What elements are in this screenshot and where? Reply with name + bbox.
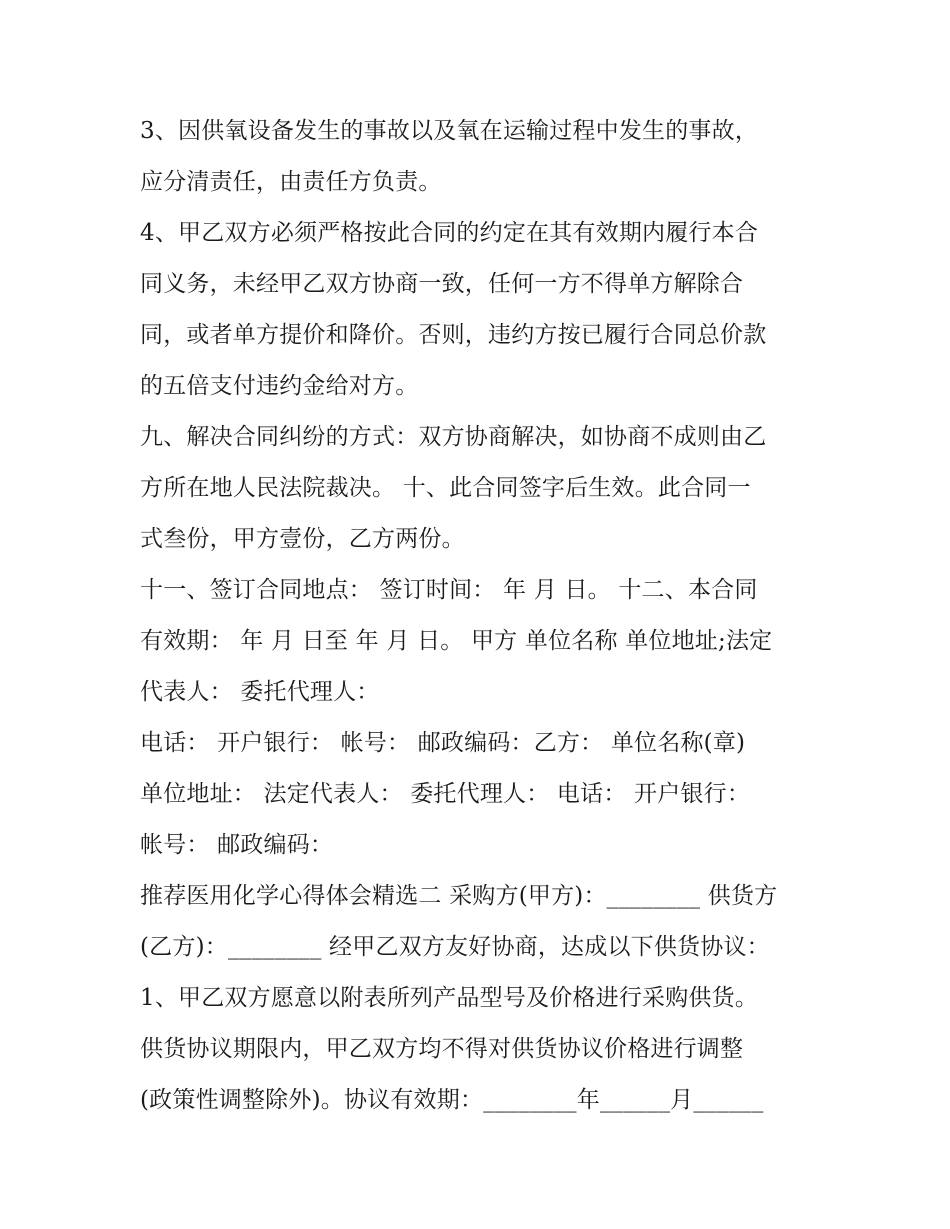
text-line: 同，或者单方提价和降价。否则，违约方按已履行合同总价款 bbox=[140, 322, 767, 348]
text-line: 的五倍支付违约金给对方。 bbox=[140, 373, 419, 399]
text-line: 十一、签订合同地点： 签订时间： 年 月 日。 十二、本合同 bbox=[140, 577, 758, 603]
text-line: 同义务，未经甲乙双方协商一致，任何一方不得单方解除合 bbox=[140, 271, 744, 297]
text-line: 推荐医用化学心得体会精选二 采购方(甲方)：________ 供货方 bbox=[140, 883, 778, 909]
text-line: 电话： 开户银行： 帐号： 邮政编码：乙方： 单位名称(章) bbox=[140, 730, 746, 756]
text-line: 方所在地人民法院裁决。 十、此合同签字后生效。此合同一 bbox=[140, 475, 751, 501]
text-line: 应分清责任，由责任方负责。 bbox=[140, 169, 442, 195]
document-body bbox=[140, 106, 820, 1126]
text-line: 3、因供氧设备发生的事故以及氧在运输过程中发生的事故， bbox=[140, 118, 759, 144]
text-line: 式叁份，甲方壹份，乙方两份。 bbox=[140, 526, 465, 552]
text-line: (乙方)：________ 经甲乙双方友好协商，达成以下供货协议： bbox=[140, 934, 770, 960]
text-line: 单位地址： 法定代表人： 委托代理人： 电话： 开户银行： bbox=[140, 781, 751, 807]
text-line: (政策性调整除外)。协议有效期：________年______月______ bbox=[140, 1087, 764, 1113]
text-line: 代表人： 委托代理人： bbox=[140, 679, 380, 705]
text-line: 供货协议期限内，甲乙双方均不得对供货协议价格进行调整 bbox=[140, 1036, 744, 1062]
text-line: 有效期： 年 月 日至 年 月 日。 甲方 单位名称 单位地址;法定 bbox=[140, 628, 773, 654]
text-line: 九、解决合同纠纷的方式：双方协商解决，如协商不成则由乙 bbox=[140, 424, 767, 450]
text-line: 帐号： 邮政编码： bbox=[140, 832, 334, 858]
text-line: 4、甲乙双方必须严格按此合同的约定在其有效期内履行本合 bbox=[140, 220, 759, 246]
text-line: 1、甲乙双方愿意以附表所列产品型号及价格进行采购供货。 bbox=[140, 985, 759, 1011]
